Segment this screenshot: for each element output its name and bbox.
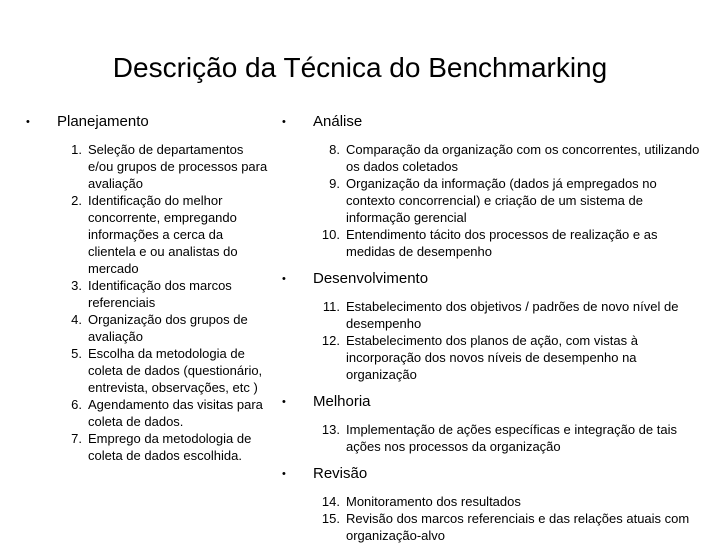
item-number: 5.	[71, 346, 82, 361]
section-heading-analise	[282, 112, 702, 132]
item-text: Agendamento das visitas para coleta de dados.	[88, 397, 263, 429]
item-text: Organização dos grupos de avaliação	[88, 312, 248, 344]
item-number: 8.	[329, 142, 340, 157]
section-heading-desenvolvimento	[282, 269, 702, 289]
section-heading-label: Revisão	[313, 465, 368, 482]
analise-list	[282, 141, 702, 260]
item-number: 2.	[71, 193, 82, 208]
list-item	[282, 298, 702, 332]
slide-title: Descrição da Técnica do Benchmarking	[112, 52, 608, 83]
bullet-icon: •	[26, 116, 30, 128]
list-item	[26, 192, 270, 277]
section-heading-label: Planejamento	[57, 113, 149, 130]
list-item	[282, 226, 702, 260]
item-number: 13.	[321, 422, 340, 437]
item-number: 7.	[71, 431, 82, 446]
list-item	[282, 141, 702, 175]
item-text: Comparação da organização com os concorrentes, utilizando os dados coletados	[346, 142, 700, 174]
list-item	[282, 175, 702, 226]
item-number: 9.	[329, 176, 340, 191]
desenvolvimento-list	[282, 298, 702, 383]
item-number: 10.	[321, 227, 340, 242]
list-item	[282, 332, 702, 383]
bullet-icon: •	[282, 273, 286, 285]
item-number: 12.	[321, 333, 340, 348]
item-number: 11.	[322, 299, 340, 314]
section-heading-label: Análise	[313, 113, 363, 130]
item-number: 4.	[71, 312, 82, 327]
melhoria-list	[282, 421, 702, 455]
item-text: Revisão dos marcos referenciais e das relações atuais com organização-alvo	[346, 511, 690, 543]
section-heading-label: Desenvolvimento	[313, 270, 429, 287]
item-number: 1.	[71, 142, 82, 157]
list-item	[26, 430, 270, 464]
left-column	[26, 112, 270, 464]
bullet-icon: •	[282, 468, 286, 480]
list-item	[26, 345, 270, 396]
item-number: 14.	[321, 494, 340, 509]
section-heading-planejamento	[26, 112, 270, 132]
list-item	[26, 396, 270, 430]
item-text: Estabelecimento dos objetivos / padrões de novo nível de desempenho	[346, 299, 679, 331]
section-heading-melhoria	[282, 392, 702, 412]
list-item	[26, 141, 270, 192]
planejamento-list	[26, 141, 270, 464]
list-item	[282, 421, 702, 455]
item-text: Implementação de ações específicas e integração de tais ações nos processos da organização	[346, 422, 677, 454]
item-text: Entendimento tácito dos processos de realização e as medidas de desempenho	[346, 227, 658, 259]
list-item	[282, 510, 702, 544]
list-item	[282, 493, 702, 510]
item-number: 6.	[71, 397, 82, 412]
list-item	[26, 311, 270, 345]
item-text: Identificação do melhor concorrente, empregando informações a cerca da clientela e ou analistas do mercado	[88, 193, 238, 276]
item-text: Emprego da metodologia de coleta de dados escolhida.	[88, 431, 252, 463]
section-heading-revisao	[282, 464, 702, 484]
item-text: Seleção de departamentos e/ou grupos de processos para avaliação	[88, 142, 268, 191]
right-column	[282, 112, 702, 553]
item-number: 3.	[71, 278, 82, 293]
item-number: 15.	[321, 511, 340, 526]
bullet-icon: •	[282, 116, 286, 128]
list-item	[26, 277, 270, 311]
item-text: Estabelecimento dos planos de ação, com vistas à incorporação dos novos níveis de desempenho na organização	[346, 333, 638, 382]
item-text: Organização da informação (dados já empregados no contexto concorrencial) e criação de um sistema de informação gerencial	[346, 176, 657, 225]
bullet-icon: •	[282, 396, 286, 408]
section-heading-label: Melhoria	[313, 393, 371, 410]
item-text: Monitoramento dos resultados	[346, 494, 521, 509]
item-text: Escolha da metodologia de coleta de dados (questionário, entrevista, observações, etc )	[88, 346, 263, 395]
item-text: Identificação dos marcos referenciais	[88, 278, 232, 310]
revisao-list	[282, 493, 702, 544]
